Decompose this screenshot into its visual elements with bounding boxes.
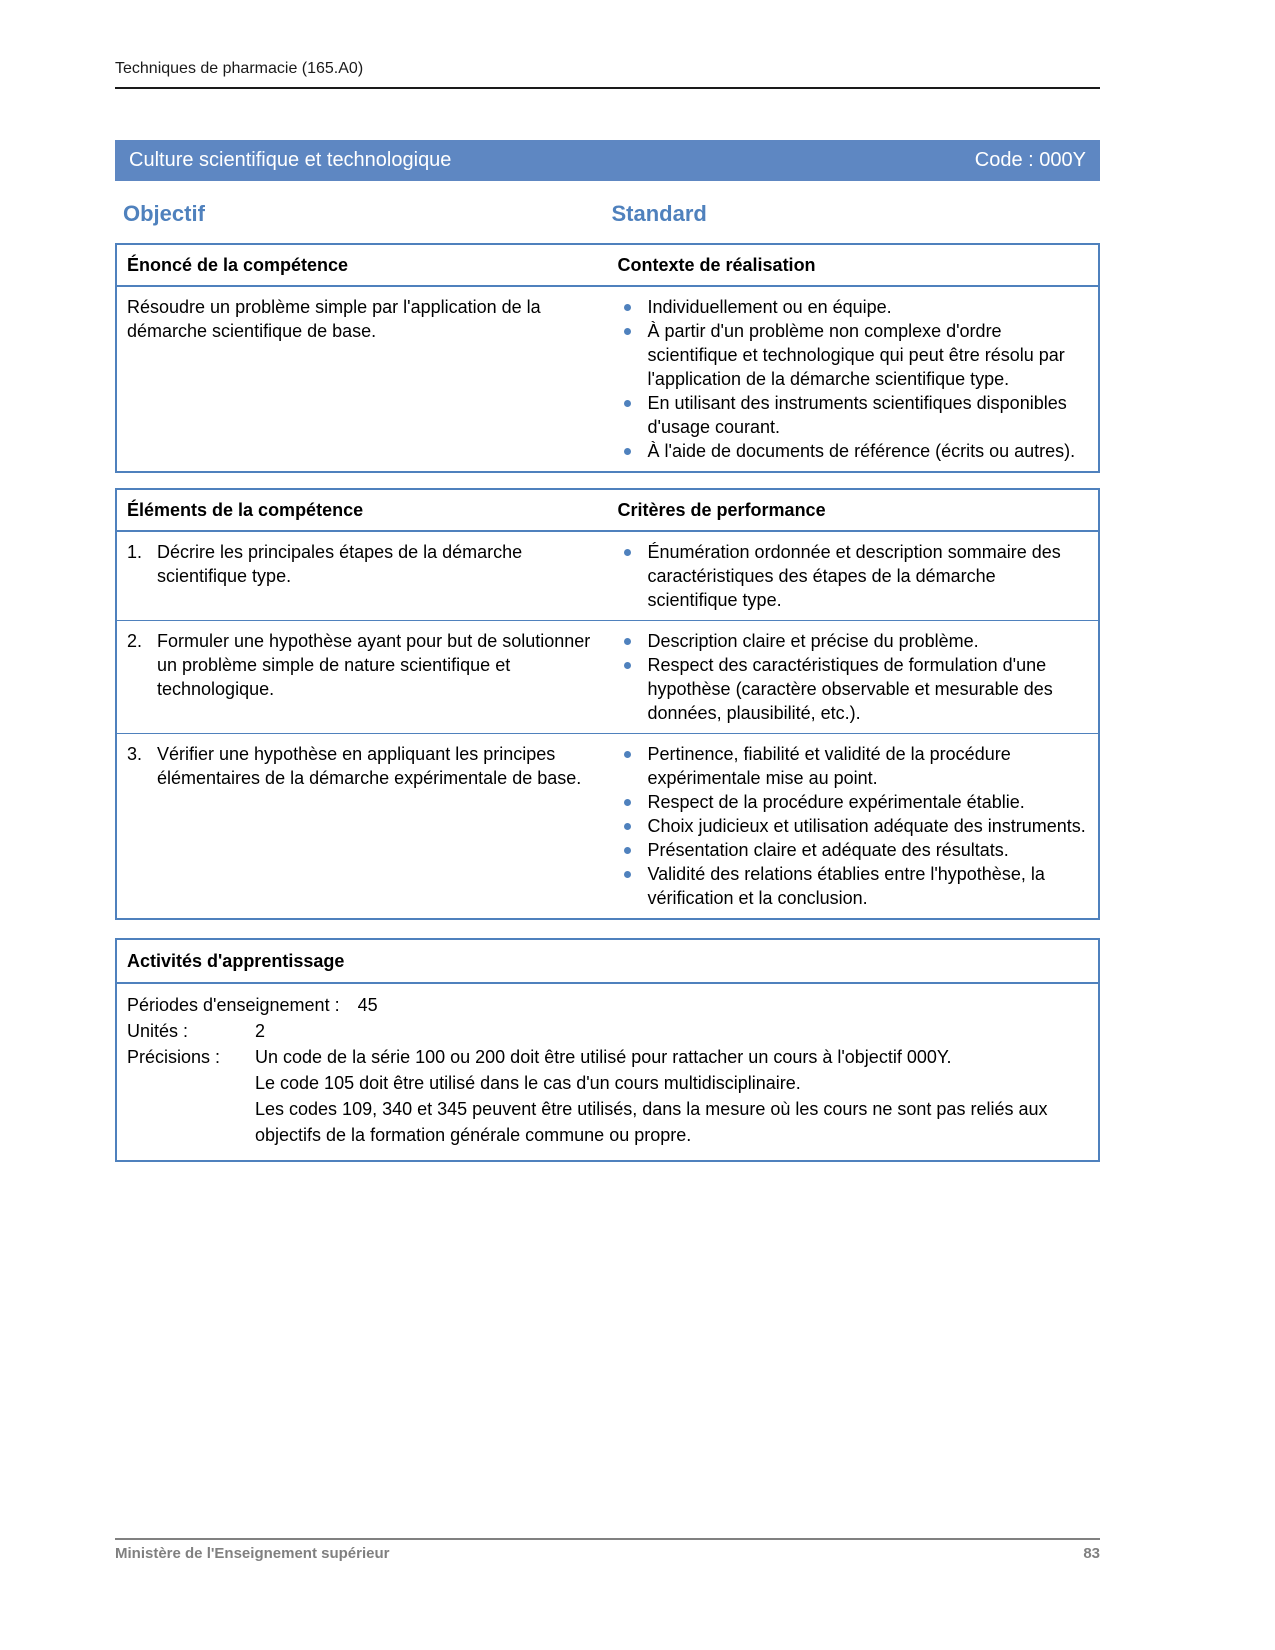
- list-item: [622, 653, 1089, 725]
- units-row: [127, 1018, 1088, 1044]
- precisions-line: Le code 105 doit être utilisé dans le cas d'un cours multidisciplinaire.: [255, 1073, 801, 1093]
- units-label: Unités :: [127, 1021, 189, 1041]
- element-number: 2.: [127, 631, 143, 651]
- competence-statement-cell: [117, 287, 608, 471]
- element-item: [127, 742, 598, 790]
- elements-table-right-header: Critères de performance: [617, 500, 826, 520]
- list-item: [622, 439, 1089, 463]
- criteria-cell: [608, 621, 1099, 733]
- banner-code: Code : 000Y: [974, 149, 1086, 171]
- bullet-text: Description claire et précise du problème.: [647, 631, 979, 651]
- periods-value: 45: [357, 995, 378, 1015]
- objectif-heading: Objectif: [123, 201, 205, 226]
- bullet-text: À l'aide de documents de référence (écrits ou autres).: [647, 441, 1076, 461]
- bullet-icon: [624, 448, 631, 455]
- periods-row: [127, 992, 1088, 1018]
- bullet-icon: [624, 823, 631, 830]
- bullet-text: Choix judicieux et utilisation adéquate des instruments.: [647, 816, 1086, 836]
- table-row: [117, 532, 1098, 620]
- element-cell: [117, 532, 608, 620]
- bullet-icon: [624, 638, 631, 645]
- element-text: Décrire les principales étapes de la démarche scientifique type.: [157, 542, 523, 586]
- bullet-text: Respect des caractéristiques de formulation d'une hypothèse (caractère observable et mesurable des données, plausibilité, etc.).: [647, 655, 1053, 723]
- criteria-bullet-list: [618, 540, 1089, 612]
- bullet-icon: [624, 400, 631, 407]
- element-cell: [117, 734, 608, 918]
- elements-table-left-header: Éléments de la compétence: [127, 500, 364, 520]
- competency-banner: [115, 140, 1100, 181]
- bullet-icon: [624, 304, 631, 311]
- context-cell: [608, 287, 1099, 471]
- page-content: [115, 0, 1100, 1162]
- list-item: [622, 742, 1089, 790]
- precisions-row: [127, 1044, 1088, 1148]
- footer-ministry: Ministère de l'Enseignement supérieur: [115, 1545, 390, 1562]
- bullet-text: En utilisant des instruments scientifiques disponibles d'usage courant.: [647, 393, 1067, 437]
- section-headings: [115, 201, 1100, 227]
- list-item: [622, 319, 1089, 391]
- bullet-icon: [624, 871, 631, 878]
- bullet-icon: [624, 328, 631, 335]
- bullet-text: Respect de la procédure expérimentale établie.: [647, 792, 1025, 812]
- bullet-icon: [624, 662, 631, 669]
- table-row: [117, 620, 1098, 733]
- element-text: Formuler une hypothèse ayant pour but de solutionner un problème simple de nature scientifique et technologique.: [157, 631, 591, 699]
- bullet-text: Énumération ordonnée et description sommaire des caractéristiques des étapes de la démarche scientifique type.: [647, 542, 1061, 610]
- activities-table: [115, 938, 1100, 1162]
- element-cell: [117, 621, 608, 733]
- list-item: [622, 540, 1089, 612]
- footer-page-number: 83: [1083, 1545, 1100, 1562]
- units-value: 2: [255, 1021, 266, 1041]
- competence-table: [115, 243, 1100, 473]
- precisions-text: [255, 1044, 1088, 1148]
- element-item: [127, 629, 598, 701]
- list-item: [622, 814, 1089, 838]
- document-footer: [115, 1538, 1100, 1562]
- bullet-icon: [624, 549, 631, 556]
- list-item: [622, 391, 1089, 439]
- element-item: [127, 540, 598, 588]
- bullet-text: Individuellement ou en équipe.: [647, 297, 892, 317]
- precisions-line: Un code de la série 100 ou 200 doit être utilisé pour rattacher un cours à l'objectif 000Y.: [255, 1047, 952, 1067]
- periods-label: Périodes d'enseignement :: [127, 995, 340, 1015]
- bullet-text: Validité des relations établies entre l'hypothèse, la vérification et la conclusion.: [647, 864, 1045, 908]
- document-header-title: Techniques de pharmacie (165.A0): [115, 60, 364, 77]
- criteria-bullet-list: [618, 629, 1089, 725]
- element-number: 1.: [127, 542, 143, 562]
- bullet-icon: [624, 847, 631, 854]
- list-item: [622, 295, 1089, 319]
- competence-table-header-row: [117, 245, 1098, 287]
- list-item: [622, 862, 1089, 910]
- list-item: [622, 790, 1089, 814]
- competence-table-body-row: [117, 287, 1098, 471]
- activities-table-header: Activités d'apprentissage: [117, 940, 1098, 984]
- competence-table-left-header: Énoncé de la compétence: [127, 255, 349, 275]
- elements-table: [115, 488, 1100, 920]
- table-row: [117, 733, 1098, 918]
- standard-heading: Standard: [611, 201, 707, 226]
- context-bullet-list: [618, 295, 1089, 463]
- list-item: [622, 838, 1089, 862]
- element-number: 3.: [127, 744, 143, 764]
- criteria-cell: [608, 532, 1099, 620]
- bullet-icon: [624, 751, 631, 758]
- criteria-cell: [608, 734, 1099, 918]
- precisions-line: Les codes 109, 340 et 345 peuvent être utilisés, dans la mesure où les cours ne sont pas reliés aux objectifs de la formation générale commune ou propre.: [255, 1099, 1048, 1145]
- document-header: [115, 60, 1100, 89]
- elements-table-header-row: [117, 490, 1098, 532]
- bullet-text: À partir d'un problème non complexe d'ordre scientifique et technologique qui peut être résolu par l'application de la démarche scientifique type.: [647, 321, 1065, 389]
- activities-table-body: [117, 984, 1098, 1160]
- bullet-text: Présentation claire et adéquate des résultats.: [647, 840, 1009, 860]
- precisions-label: Précisions :: [127, 1047, 221, 1067]
- element-text: Vérifier une hypothèse en appliquant les principes élémentaires de la démarche expérimentale de base.: [157, 744, 582, 788]
- bullet-icon: [624, 799, 631, 806]
- competence-statement: Résoudre un problème simple par l'application de la démarche scientifique de base.: [127, 297, 541, 341]
- banner-title: Culture scientifique et technologique: [129, 149, 452, 171]
- criteria-bullet-list: [618, 742, 1089, 910]
- bullet-text: Pertinence, fiabilité et validité de la procédure expérimentale mise au point.: [647, 744, 1011, 788]
- list-item: [622, 629, 1089, 653]
- competence-table-right-header: Contexte de réalisation: [617, 255, 816, 275]
